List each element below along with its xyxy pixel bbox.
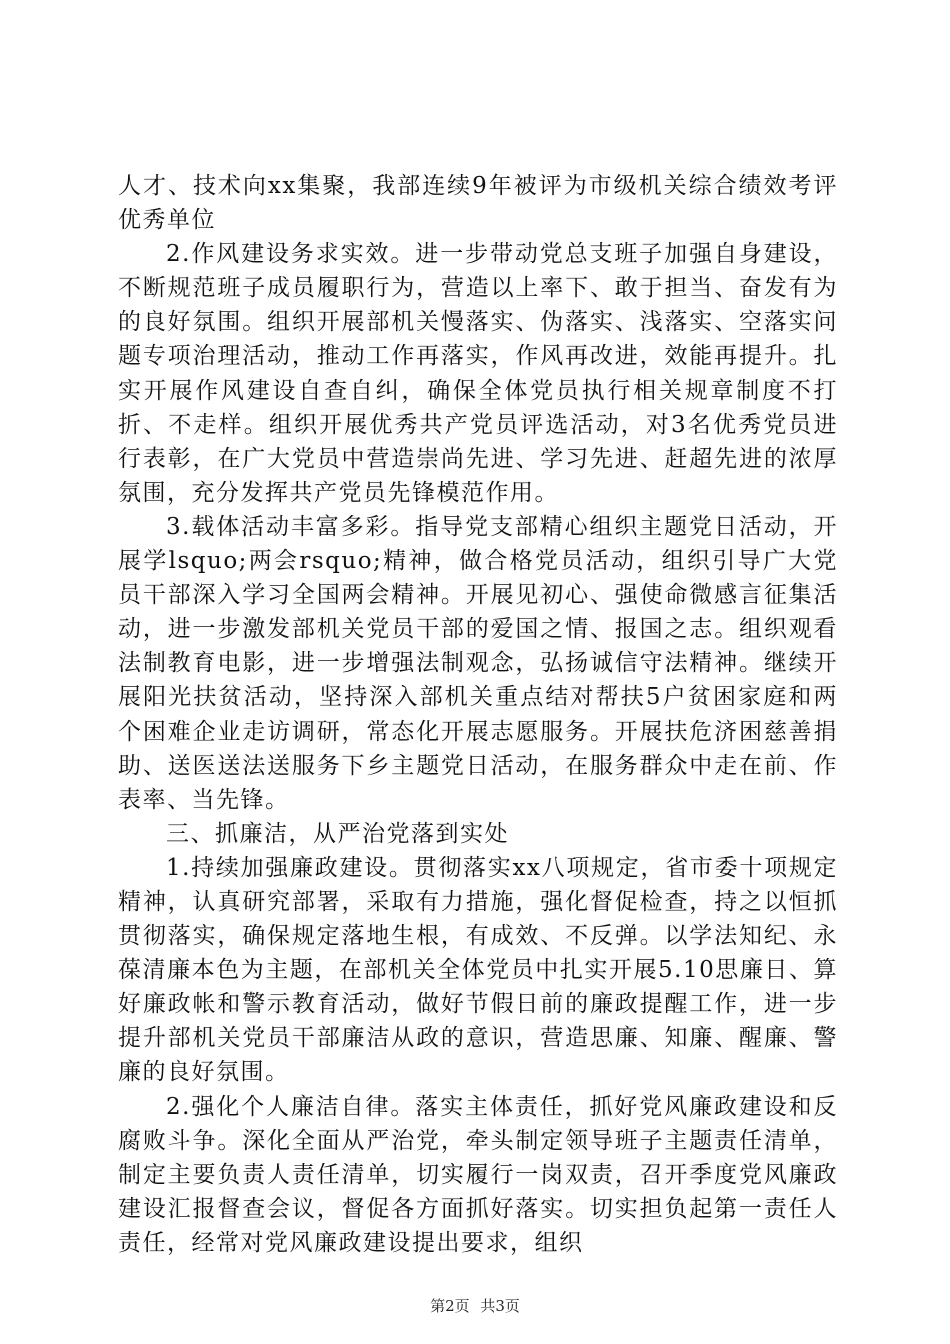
section-heading: 三、抓廉洁，从严治党落到实处 xyxy=(166,820,509,847)
paragraph-3: 3.载体活动丰富多彩。指导党支部精心组织主题党日活动，开展学lsquo;两会rsquo;精神，做合格党员活动，组织引导广大党员干部深入学习全国两会精神。开展见初心、强使命微感言征集活动，进一步激发部机关党员干部的爱国之情、报国之志。组织观看法制教育电影，进一步增强法制观念，弘扬诚信守法精神。继续开展阳光扶贫活动，坚持深入部机关重点结对帮扶5户贫困家庭和两个困难企业走访调研，常态化开展志愿服务。开展扶危济困慈善捐助、送医送法送服务下乡主题党日活动，在服务群众中走在前、作表率、当先锋。 xyxy=(118,513,838,813)
paragraph-1: 人才、技术向xx集聚，我部连续9年被评为市级机关综合绩效考评优秀单位 xyxy=(118,173,838,234)
page-number-current: 第2页 xyxy=(430,1297,470,1315)
paragraph-5: 2.强化个人廉洁自律。落实主体责任，抓好党风廉政建设和反腐败斗争。深化全面从严治党，牵头制定领导班子主题责任清单，制定主要负责人责任清单，切实履行一岗双责，召开季度党风廉政建设汇报督查会议，督促各方面抓好落实。切实担负起第一责任人责任，经常对党风廉政建设提出要求，组织 xyxy=(118,1093,838,1256)
page-footer xyxy=(0,1296,950,1316)
paragraph-2: 2.作风建设务求实效。进一步带动党总支班子加强自身建设，不断规范班子成员履职行为，营造以上率下、敢于担当、奋发有为的良好氛围。组织开展部机关慢落实、伪落实、浅落实、空落实问题专项治理活动，推动工作再落实，作风再改进，效能再提升。扎实开展作风建设自查自纠，确保全体党员执行相关规章制度不打折、不走样。组织开展优秀共产党员评选活动，对3名优秀党员进行表彰，在广大党员中营造崇尚先进、学习先进、赶超先进的浓厚氛围，充分发挥共产党员先锋模范作用。 xyxy=(118,241,838,506)
document-body xyxy=(118,169,838,1260)
paragraph-4: 1.持续加强廉政建设。贯彻落实xx八项规定，省市委十项规定精神，认真研究部署，采取有力措施，强化督促检查，持之以恒抓贯彻落实，确保规定落地生根，有成效、不反弹。以学法知纪、永葆清廉本色为主题，在部机关全体党员中扎实开展5.10思廉日、算好廉政帐和警示教育活动，做好节假日前的廉政提醒工作，进一步提升部机关党员干部廉洁从政的意识，营造思廉、知廉、醒廉、警廉的良好氛围。 xyxy=(118,854,838,1086)
page-number-total: 共3页 xyxy=(480,1297,520,1315)
